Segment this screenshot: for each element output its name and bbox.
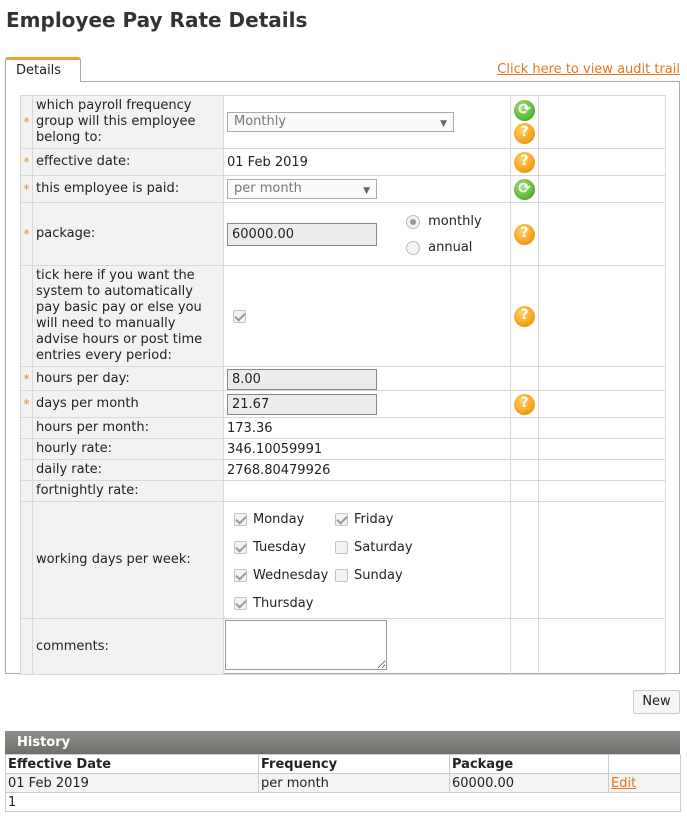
details-panel [5, 81, 680, 674]
pay-rate-form [20, 95, 666, 675]
history-header-row [6, 755, 681, 774]
required-marker: * [21, 203, 33, 266]
tab-details[interactable]: Details [5, 57, 81, 82]
annual-label: annual [428, 240, 473, 255]
monthly-label: monthly [428, 214, 482, 229]
hourly-rate-value: 346.10059991 [224, 439, 511, 460]
required-marker: * [21, 391, 33, 418]
day-checkbox[interactable] [234, 569, 247, 582]
working-days-group [224, 502, 511, 619]
pager-row [6, 793, 681, 812]
daily-rate-value: 2768.80479926 [224, 460, 511, 481]
paid-value: per month [234, 181, 302, 196]
column-header [609, 755, 681, 774]
day-checkbox[interactable] [335, 541, 348, 554]
fortnightly-rate-label: fortnightly rate: [33, 481, 224, 502]
help-icon[interactable] [514, 224, 535, 245]
package-annual-option[interactable] [406, 239, 482, 257]
refresh-icon[interactable] [514, 179, 535, 200]
history-table [5, 754, 681, 812]
payroll-group-select[interactable] [227, 112, 454, 132]
column-header: Frequency [259, 755, 450, 774]
frequency-cell: per month [259, 774, 450, 793]
day-saturday[interactable] [335, 540, 413, 555]
effective-date-cell: 01 Feb 2019 [6, 774, 259, 793]
package-label: package: [33, 203, 224, 266]
day-label: Tuesday [253, 540, 306, 555]
day-checkbox[interactable] [335, 513, 348, 526]
column-header: Effective Date [6, 755, 259, 774]
comments-textarea[interactable] [225, 620, 387, 670]
payroll-group-value: Monthly [234, 114, 287, 129]
day-tuesday[interactable] [234, 540, 306, 555]
required-marker: * [21, 96, 33, 149]
audit-trail-link[interactable]: Click here to view audit trail [497, 62, 680, 77]
effective-date-label: effective date: [33, 149, 224, 176]
effective-date-value: 01 Feb 2019 [224, 149, 511, 176]
help-icon[interactable] [514, 306, 535, 327]
auto-pay-checkbox[interactable] [233, 310, 246, 323]
day-checkbox[interactable] [234, 513, 247, 526]
auto-pay-label: tick here if you want the system to automatically pay basic pay or else you will need to manually advise hours or post time entries every period: [33, 266, 224, 367]
help-icon[interactable] [514, 123, 535, 144]
hours-per-day-input[interactable]: 8.00 [227, 369, 377, 390]
day-label: Saturday [354, 540, 413, 555]
chevron-down-icon: ▼ [440, 119, 447, 129]
day-label: Friday [354, 512, 394, 527]
hours-per-month-value: 173.36 [224, 418, 511, 439]
hours-per-month-label: hours per month: [33, 418, 224, 439]
package-input[interactable]: 60000.00 [227, 223, 377, 246]
working-days-label: working days per week: [33, 502, 224, 619]
fortnightly-rate-value [224, 481, 511, 502]
annual-radio[interactable] [406, 241, 420, 255]
payroll-group-label: which payroll frequency group will this employee belong to: [33, 96, 224, 149]
paid-select[interactable] [227, 179, 377, 199]
page-number[interactable]: 1 [6, 793, 681, 812]
comments-label: comments: [33, 619, 224, 675]
package-cell: 60000.00 [450, 774, 609, 793]
daily-rate-label: daily rate: [33, 460, 224, 481]
day-label: Wednesday [253, 568, 329, 583]
day-monday[interactable] [234, 512, 304, 527]
required-marker: * [21, 176, 33, 203]
edit-link[interactable]: Edit [611, 775, 637, 791]
column-header: Package [450, 755, 609, 774]
day-sunday[interactable] [335, 568, 403, 583]
day-thursday[interactable] [234, 596, 313, 611]
refresh-icon[interactable] [514, 100, 535, 121]
required-marker: * [21, 149, 33, 176]
paid-label: this employee is paid: [33, 176, 224, 203]
table-row [6, 774, 681, 793]
help-icon[interactable] [514, 394, 535, 415]
day-checkbox[interactable] [335, 569, 348, 582]
package-monthly-option[interactable] [406, 213, 482, 231]
days-per-month-label: days per month [33, 391, 224, 418]
day-label: Sunday [354, 568, 403, 583]
days-per-month-input[interactable]: 21.67 [227, 394, 377, 415]
monthly-radio[interactable] [406, 215, 420, 229]
day-label: Thursday [253, 596, 314, 611]
help-icon[interactable] [514, 152, 535, 173]
day-wednesday[interactable] [234, 568, 328, 583]
day-checkbox[interactable] [234, 597, 247, 610]
hours-per-day-label: hours per day: [33, 367, 224, 391]
hourly-rate-label: hourly rate: [33, 439, 224, 460]
new-button[interactable]: New [633, 690, 680, 714]
day-label: Monday [253, 512, 305, 527]
required-marker: * [21, 367, 33, 391]
history-title: History [5, 731, 680, 754]
page-title: Employee Pay Rate Details [6, 8, 308, 32]
chevron-down-icon: ▼ [363, 186, 370, 196]
day-checkbox[interactable] [234, 541, 247, 554]
day-friday[interactable] [335, 512, 393, 527]
